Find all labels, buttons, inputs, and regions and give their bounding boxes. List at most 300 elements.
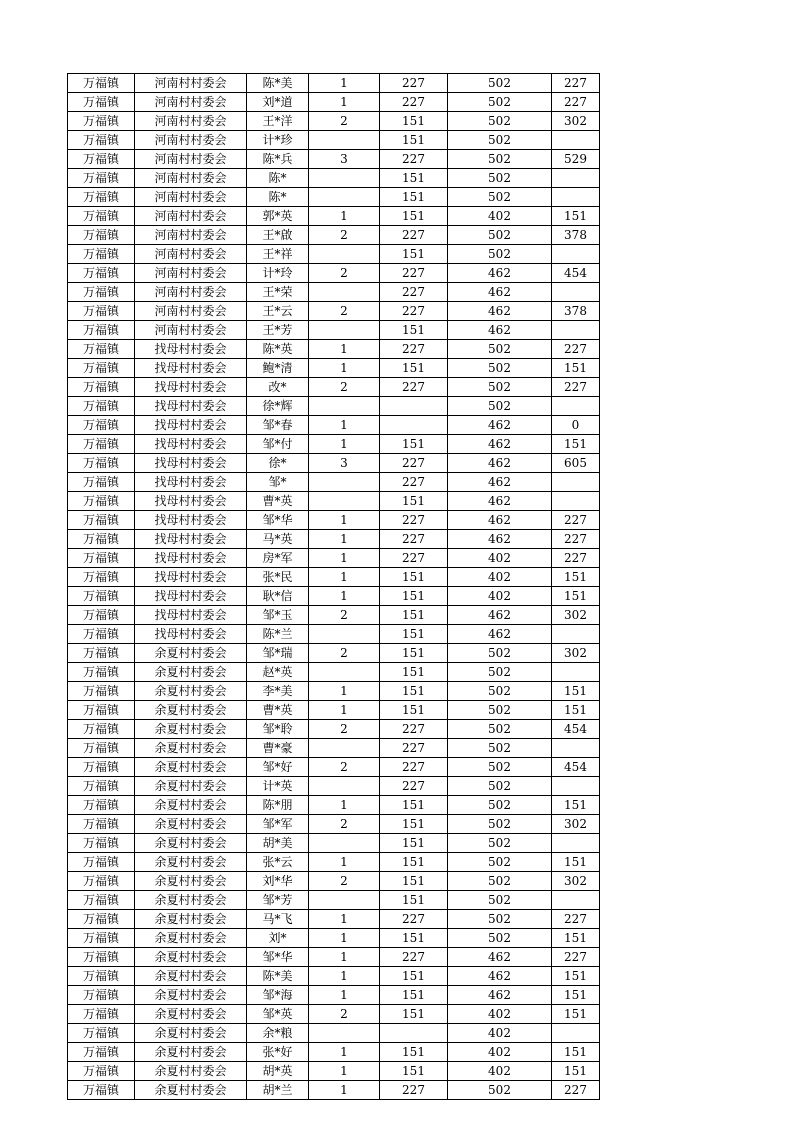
amount-a-cell: 151 xyxy=(380,663,448,682)
name-cell: 邹*春 xyxy=(247,416,309,435)
table-row xyxy=(68,435,600,454)
total-cell: 151 xyxy=(552,568,600,587)
name-cell: 耿*信 xyxy=(247,587,309,606)
amount-a-cell: 151 xyxy=(380,796,448,815)
amount-b-cell: 462 xyxy=(448,321,552,340)
village-committee-cell: 找母村村委会 xyxy=(135,454,247,473)
household-count-cell: 1 xyxy=(309,340,380,359)
amount-a-cell: 227 xyxy=(380,264,448,283)
total-cell xyxy=(552,1024,600,1043)
name-cell: 王*祥 xyxy=(247,245,309,264)
village-committee-cell: 找母村村委会 xyxy=(135,549,247,568)
amount-b-cell: 502 xyxy=(448,188,552,207)
household-count-cell: 1 xyxy=(309,1062,380,1081)
village-committee-cell: 找母村村委会 xyxy=(135,359,247,378)
amount-a-cell: 227 xyxy=(380,530,448,549)
table-row xyxy=(68,929,600,948)
total-cell xyxy=(552,397,600,416)
town-cell: 万福镇 xyxy=(68,777,135,796)
town-cell: 万福镇 xyxy=(68,872,135,891)
name-cell: 邹*华 xyxy=(247,511,309,530)
total-cell: 151 xyxy=(552,1005,600,1024)
table-row xyxy=(68,910,600,929)
amount-a-cell: 227 xyxy=(380,473,448,492)
table-row xyxy=(68,226,600,245)
village-committee-cell: 河南村村委会 xyxy=(135,283,247,302)
name-cell: 房*军 xyxy=(247,549,309,568)
household-count-cell: 2 xyxy=(309,112,380,131)
household-count-cell: 1 xyxy=(309,416,380,435)
total-cell: 151 xyxy=(552,682,600,701)
name-cell: 陈* xyxy=(247,169,309,188)
amount-a-cell: 151 xyxy=(380,701,448,720)
amount-b-cell: 402 xyxy=(448,587,552,606)
amount-a-cell: 151 xyxy=(380,834,448,853)
amount-a-cell: 227 xyxy=(380,93,448,112)
amount-b-cell: 502 xyxy=(448,910,552,929)
town-cell: 万福镇 xyxy=(68,454,135,473)
amount-b-cell: 502 xyxy=(448,929,552,948)
town-cell: 万福镇 xyxy=(68,169,135,188)
name-cell: 胡*英 xyxy=(247,1062,309,1081)
total-cell: 151 xyxy=(552,853,600,872)
table-row xyxy=(68,796,600,815)
amount-b-cell: 402 xyxy=(448,568,552,587)
total-cell: 227 xyxy=(552,948,600,967)
total-cell: 454 xyxy=(552,720,600,739)
total-cell: 227 xyxy=(552,378,600,397)
town-cell: 万福镇 xyxy=(68,1081,135,1100)
town-cell: 万福镇 xyxy=(68,891,135,910)
household-count-cell: 1 xyxy=(309,568,380,587)
village-committee-cell: 余夏村村委会 xyxy=(135,777,247,796)
town-cell: 万福镇 xyxy=(68,815,135,834)
amount-b-cell: 502 xyxy=(448,720,552,739)
village-committee-cell: 找母村村委会 xyxy=(135,492,247,511)
total-cell: 151 xyxy=(552,986,600,1005)
household-count-cell xyxy=(309,625,380,644)
town-cell: 万福镇 xyxy=(68,207,135,226)
amount-b-cell: 502 xyxy=(448,93,552,112)
name-cell: 陈*朋 xyxy=(247,796,309,815)
household-count-cell xyxy=(309,492,380,511)
amount-a-cell: 151 xyxy=(380,359,448,378)
village-committee-cell: 找母村村委会 xyxy=(135,625,247,644)
amount-a-cell: 151 xyxy=(380,891,448,910)
total-cell: 454 xyxy=(552,758,600,777)
table-row xyxy=(68,568,600,587)
town-cell: 万福镇 xyxy=(68,302,135,321)
amount-b-cell: 502 xyxy=(448,777,552,796)
amount-b-cell: 502 xyxy=(448,397,552,416)
name-cell: 计*珍 xyxy=(247,131,309,150)
village-committee-cell: 余夏村村委会 xyxy=(135,891,247,910)
total-cell: 302 xyxy=(552,644,600,663)
amount-a-cell: 227 xyxy=(380,283,448,302)
village-committee-cell: 余夏村村委会 xyxy=(135,1043,247,1062)
amount-b-cell: 502 xyxy=(448,74,552,93)
amount-a-cell: 151 xyxy=(380,929,448,948)
town-cell: 万福镇 xyxy=(68,511,135,530)
table-row xyxy=(68,321,600,340)
village-committee-cell: 找母村村委会 xyxy=(135,473,247,492)
village-committee-cell: 河南村村委会 xyxy=(135,226,247,245)
household-count-cell xyxy=(309,188,380,207)
household-count-cell xyxy=(309,891,380,910)
household-count-cell: 1 xyxy=(309,207,380,226)
total-cell: 151 xyxy=(552,929,600,948)
amount-a-cell: 227 xyxy=(380,74,448,93)
town-cell: 万福镇 xyxy=(68,530,135,549)
village-committee-cell: 找母村村委会 xyxy=(135,530,247,549)
total-cell: 151 xyxy=(552,1043,600,1062)
total-cell: 151 xyxy=(552,435,600,454)
town-cell: 万福镇 xyxy=(68,378,135,397)
village-committee-cell: 余夏村村委会 xyxy=(135,910,247,929)
household-count-cell: 2 xyxy=(309,378,380,397)
household-count-cell: 1 xyxy=(309,435,380,454)
town-cell: 万福镇 xyxy=(68,245,135,264)
total-cell: 151 xyxy=(552,587,600,606)
table-row xyxy=(68,74,600,93)
total-cell: 529 xyxy=(552,150,600,169)
table-row xyxy=(68,834,600,853)
household-count-cell xyxy=(309,169,380,188)
name-cell: 计*玲 xyxy=(247,264,309,283)
table-row xyxy=(68,587,600,606)
table-row xyxy=(68,777,600,796)
table-row xyxy=(68,872,600,891)
town-cell: 万福镇 xyxy=(68,397,135,416)
name-cell: 陈*美 xyxy=(247,967,309,986)
household-count-cell: 3 xyxy=(309,454,380,473)
household-count-cell xyxy=(309,1024,380,1043)
amount-b-cell: 462 xyxy=(448,435,552,454)
town-cell: 万福镇 xyxy=(68,1024,135,1043)
total-cell: 227 xyxy=(552,74,600,93)
amount-b-cell: 462 xyxy=(448,625,552,644)
total-cell xyxy=(552,321,600,340)
table-row xyxy=(68,112,600,131)
name-cell: 马*飞 xyxy=(247,910,309,929)
name-cell: 徐* xyxy=(247,454,309,473)
amount-a-cell: 227 xyxy=(380,739,448,758)
household-count-cell: 2 xyxy=(309,606,380,625)
amount-b-cell: 402 xyxy=(448,549,552,568)
village-committee-cell: 找母村村委会 xyxy=(135,511,247,530)
town-cell: 万福镇 xyxy=(68,701,135,720)
amount-b-cell: 402 xyxy=(448,1005,552,1024)
name-cell: 刘*华 xyxy=(247,872,309,891)
town-cell: 万福镇 xyxy=(68,663,135,682)
village-committee-cell: 余夏村村委会 xyxy=(135,663,247,682)
village-committee-cell: 河南村村委会 xyxy=(135,74,247,93)
amount-b-cell: 502 xyxy=(448,245,552,264)
table-row xyxy=(68,530,600,549)
name-cell: 刘*道 xyxy=(247,93,309,112)
amount-b-cell: 462 xyxy=(448,530,552,549)
amount-a-cell: 151 xyxy=(380,169,448,188)
total-cell: 227 xyxy=(552,910,600,929)
amount-a-cell: 151 xyxy=(380,1062,448,1081)
town-cell: 万福镇 xyxy=(68,853,135,872)
name-cell: 胡*美 xyxy=(247,834,309,853)
name-cell: 马*英 xyxy=(247,530,309,549)
table-row xyxy=(68,340,600,359)
name-cell: 计*英 xyxy=(247,777,309,796)
name-cell: 邹*瑞 xyxy=(247,644,309,663)
table-row xyxy=(68,150,600,169)
name-cell: 郭*英 xyxy=(247,207,309,226)
table-row xyxy=(68,207,600,226)
household-count-cell: 2 xyxy=(309,815,380,834)
village-committee-cell: 河南村村委会 xyxy=(135,302,247,321)
household-count-cell: 1 xyxy=(309,1081,380,1100)
household-count-cell: 3 xyxy=(309,150,380,169)
total-cell: 227 xyxy=(552,93,600,112)
town-cell: 万福镇 xyxy=(68,796,135,815)
table-row xyxy=(68,682,600,701)
town-cell: 万福镇 xyxy=(68,492,135,511)
total-cell: 0 xyxy=(552,416,600,435)
table-row xyxy=(68,169,600,188)
household-count-cell: 2 xyxy=(309,872,380,891)
household-count-cell: 2 xyxy=(309,720,380,739)
amount-b-cell: 462 xyxy=(448,511,552,530)
name-cell: 王*云 xyxy=(247,302,309,321)
town-cell: 万福镇 xyxy=(68,1062,135,1081)
household-count-cell: 2 xyxy=(309,302,380,321)
village-committee-cell: 余夏村村委会 xyxy=(135,682,247,701)
village-committee-cell: 余夏村村委会 xyxy=(135,853,247,872)
table-row xyxy=(68,891,600,910)
household-count-cell xyxy=(309,777,380,796)
town-cell: 万福镇 xyxy=(68,188,135,207)
name-cell: 邹*付 xyxy=(247,435,309,454)
name-cell: 邹*华 xyxy=(247,948,309,967)
town-cell: 万福镇 xyxy=(68,606,135,625)
amount-b-cell: 502 xyxy=(448,815,552,834)
total-cell xyxy=(552,891,600,910)
village-committee-cell: 河南村村委会 xyxy=(135,207,247,226)
table-row xyxy=(68,606,600,625)
town-cell: 万福镇 xyxy=(68,321,135,340)
name-cell: 改* xyxy=(247,378,309,397)
table-row xyxy=(68,1043,600,1062)
amount-a-cell: 151 xyxy=(380,245,448,264)
amount-a-cell: 151 xyxy=(380,207,448,226)
total-cell: 151 xyxy=(552,1062,600,1081)
table-row xyxy=(68,511,600,530)
total-cell xyxy=(552,625,600,644)
name-cell: 陈* xyxy=(247,188,309,207)
table-row xyxy=(68,454,600,473)
household-count-cell xyxy=(309,834,380,853)
amount-b-cell: 502 xyxy=(448,131,552,150)
amount-b-cell: 502 xyxy=(448,226,552,245)
name-cell: 王*啟 xyxy=(247,226,309,245)
household-count-cell xyxy=(309,245,380,264)
town-cell: 万福镇 xyxy=(68,929,135,948)
amount-b-cell: 462 xyxy=(448,416,552,435)
town-cell: 万福镇 xyxy=(68,834,135,853)
village-committee-cell: 河南村村委会 xyxy=(135,150,247,169)
village-committee-cell: 找母村村委会 xyxy=(135,416,247,435)
total-cell: 151 xyxy=(552,701,600,720)
table-row xyxy=(68,701,600,720)
town-cell: 万福镇 xyxy=(68,739,135,758)
village-committee-cell: 河南村村委会 xyxy=(135,321,247,340)
amount-b-cell: 502 xyxy=(448,378,552,397)
village-committee-cell: 余夏村村委会 xyxy=(135,948,247,967)
household-count-cell: 1 xyxy=(309,74,380,93)
village-committee-cell: 余夏村村委会 xyxy=(135,967,247,986)
amount-a-cell: 151 xyxy=(380,853,448,872)
name-cell: 邹* xyxy=(247,473,309,492)
amount-b-cell: 462 xyxy=(448,492,552,511)
table-row xyxy=(68,644,600,663)
town-cell: 万福镇 xyxy=(68,758,135,777)
amount-a-cell: 227 xyxy=(380,948,448,967)
amount-a-cell: 151 xyxy=(380,967,448,986)
amount-a-cell: 151 xyxy=(380,321,448,340)
name-cell: 邹*海 xyxy=(247,986,309,1005)
total-cell xyxy=(552,473,600,492)
town-cell: 万福镇 xyxy=(68,264,135,283)
total-cell xyxy=(552,739,600,758)
amount-b-cell: 502 xyxy=(448,359,552,378)
name-cell: 曹*豪 xyxy=(247,739,309,758)
household-count-cell: 2 xyxy=(309,644,380,663)
total-cell: 151 xyxy=(552,796,600,815)
name-cell: 邹*好 xyxy=(247,758,309,777)
amount-a-cell: 227 xyxy=(380,910,448,929)
town-cell: 万福镇 xyxy=(68,948,135,967)
village-committee-cell: 余夏村村委会 xyxy=(135,796,247,815)
amount-b-cell: 462 xyxy=(448,473,552,492)
household-count-cell: 1 xyxy=(309,682,380,701)
amount-a-cell: 151 xyxy=(380,587,448,606)
table-row xyxy=(68,245,600,264)
total-cell: 605 xyxy=(552,454,600,473)
total-cell: 454 xyxy=(552,264,600,283)
name-cell: 曹*英 xyxy=(247,701,309,720)
table-row xyxy=(68,93,600,112)
amount-a-cell: 151 xyxy=(380,872,448,891)
amount-b-cell: 502 xyxy=(448,796,552,815)
table-row xyxy=(68,264,600,283)
amount-a-cell: 227 xyxy=(380,511,448,530)
town-cell: 万福镇 xyxy=(68,283,135,302)
village-committee-cell: 余夏村村委会 xyxy=(135,1062,247,1081)
name-cell: 邹*聆 xyxy=(247,720,309,739)
amount-b-cell: 502 xyxy=(448,891,552,910)
table-row xyxy=(68,1024,600,1043)
household-count-cell: 1 xyxy=(309,93,380,112)
table-body xyxy=(68,74,600,1100)
town-cell: 万福镇 xyxy=(68,359,135,378)
amount-a-cell: 227 xyxy=(380,720,448,739)
village-committee-cell: 余夏村村委会 xyxy=(135,929,247,948)
household-count-cell: 1 xyxy=(309,796,380,815)
total-cell: 227 xyxy=(552,1081,600,1100)
name-cell: 邹*军 xyxy=(247,815,309,834)
total-cell: 151 xyxy=(552,207,600,226)
town-cell: 万福镇 xyxy=(68,910,135,929)
household-count-cell: 1 xyxy=(309,929,380,948)
table-row xyxy=(68,720,600,739)
total-cell: 378 xyxy=(552,302,600,321)
amount-a-cell: 151 xyxy=(380,986,448,1005)
name-cell: 陈*兰 xyxy=(247,625,309,644)
household-count-cell: 1 xyxy=(309,1043,380,1062)
total-cell: 378 xyxy=(552,226,600,245)
name-cell: 张*云 xyxy=(247,853,309,872)
amount-a-cell: 227 xyxy=(380,454,448,473)
table-row xyxy=(68,1005,600,1024)
table-row xyxy=(68,1062,600,1081)
total-cell: 302 xyxy=(552,112,600,131)
household-count-cell xyxy=(309,283,380,302)
amount-b-cell: 502 xyxy=(448,701,552,720)
village-committee-cell: 余夏村村委会 xyxy=(135,1081,247,1100)
name-cell: 徐*辉 xyxy=(247,397,309,416)
amount-b-cell: 462 xyxy=(448,986,552,1005)
amount-a-cell: 151 xyxy=(380,606,448,625)
name-cell: 鲍*清 xyxy=(247,359,309,378)
amount-b-cell: 502 xyxy=(448,340,552,359)
total-cell: 227 xyxy=(552,511,600,530)
amount-b-cell: 502 xyxy=(448,150,552,169)
household-count-cell: 1 xyxy=(309,549,380,568)
village-committee-cell: 找母村村委会 xyxy=(135,435,247,454)
amount-a-cell: 151 xyxy=(380,131,448,150)
village-committee-cell: 河南村村委会 xyxy=(135,188,247,207)
total-cell: 302 xyxy=(552,872,600,891)
village-committee-cell: 找母村村委会 xyxy=(135,587,247,606)
name-cell: 李*美 xyxy=(247,682,309,701)
amount-b-cell: 502 xyxy=(448,682,552,701)
amount-b-cell: 502 xyxy=(448,169,552,188)
amount-a-cell: 151 xyxy=(380,568,448,587)
table-row xyxy=(68,378,600,397)
table-row xyxy=(68,302,600,321)
name-cell: 王*芳 xyxy=(247,321,309,340)
amount-b-cell: 502 xyxy=(448,663,552,682)
name-cell: 陈*英 xyxy=(247,340,309,359)
total-cell: 227 xyxy=(552,530,600,549)
amount-a-cell: 151 xyxy=(380,492,448,511)
village-committee-cell: 找母村村委会 xyxy=(135,378,247,397)
total-cell xyxy=(552,245,600,264)
name-cell: 余*粮 xyxy=(247,1024,309,1043)
amount-b-cell: 502 xyxy=(448,834,552,853)
household-count-cell: 1 xyxy=(309,511,380,530)
town-cell: 万福镇 xyxy=(68,720,135,739)
amount-a-cell: 227 xyxy=(380,302,448,321)
amount-b-cell: 462 xyxy=(448,967,552,986)
village-committee-cell: 余夏村村委会 xyxy=(135,739,247,758)
amount-b-cell: 502 xyxy=(448,1081,552,1100)
table-row xyxy=(68,815,600,834)
household-count-cell: 2 xyxy=(309,226,380,245)
town-cell: 万福镇 xyxy=(68,150,135,169)
village-committee-cell: 余夏村村委会 xyxy=(135,834,247,853)
village-committee-cell: 余夏村村委会 xyxy=(135,720,247,739)
name-cell: 陈*美 xyxy=(247,74,309,93)
amount-b-cell: 462 xyxy=(448,606,552,625)
amount-b-cell: 502 xyxy=(448,758,552,777)
